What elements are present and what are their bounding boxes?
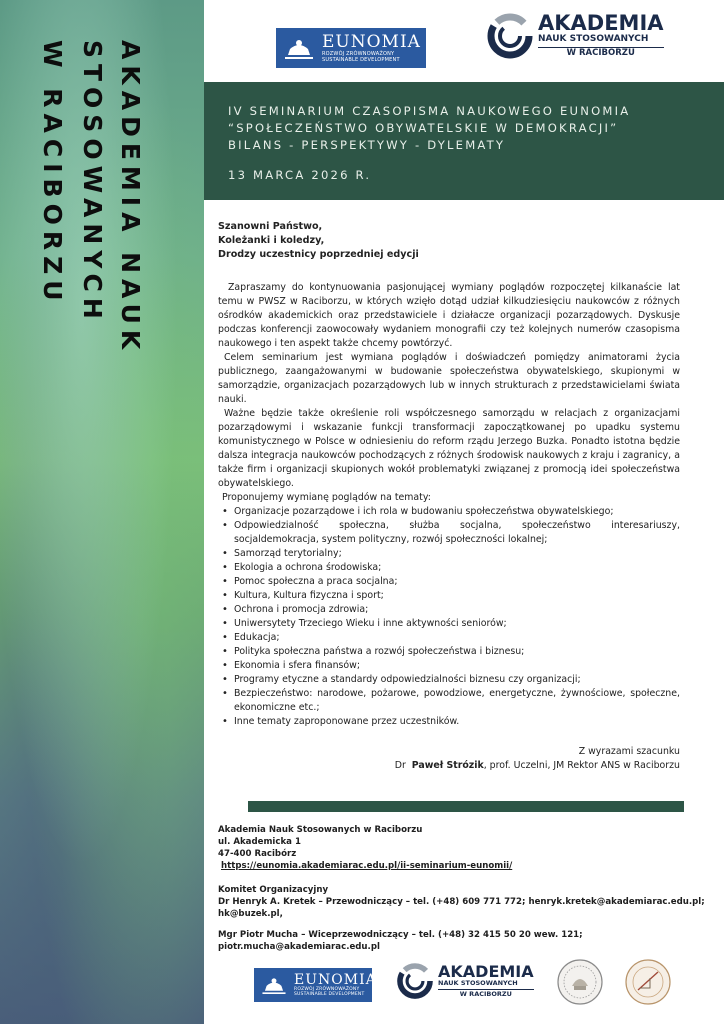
banner-line-2: “SPOŁECZEŃSTWO OBYWATELSKIE W DEMOKRACJI”	[228, 121, 619, 135]
list-item: • Ekologia a ochrona środowiska;	[218, 561, 680, 575]
committee-chair: Dr Henryk A. Kretek – Przewodniczący – tel. (+48) 609 771 772; henryk.kretek@akademiarac.edu.pl;	[218, 897, 705, 907]
ans-ring-icon	[486, 12, 534, 60]
banner-line-3: BILANS - PERSPEKTYWY - DYLEMATY	[228, 138, 506, 152]
greeting-line-1: Szanowni Państwo,	[218, 221, 323, 232]
contact-org: Akademia Nauk Stosowanych w Raciborzu	[218, 825, 423, 835]
eunomia-sub-1: ROZWÓJ ZRÓWNOWAŻONY	[294, 986, 360, 992]
eunomia-sub-2: SUSTAINABLE DEVELOPMENT	[322, 56, 400, 63]
signature-name: Paweł Strózik	[411, 760, 484, 771]
paragraph-2: Celem seminarium jest wymiana poglądów i doświadczeń pomiędzy animatorami życia publicznego, zaangażowanymi w budowanie społeczeństwa obywatelskiego, skupionymi w samorządzie, organizacjach pozarządowych lub w innych strukturach z przedstawicielami świata nauki.	[218, 352, 680, 405]
ans-name-2: NAUK STOSOWANYCH	[538, 34, 649, 45]
list-item: • Samorząd terytorialny;	[218, 547, 680, 561]
ans-logo-bottom	[396, 962, 534, 1000]
list-item: • Organizacje pozarządowe i ich rola w budowaniu społeczeństwa obywatelskiego;	[218, 505, 680, 519]
seminar-link[interactable]: https://eunomia.akademiarac.edu.pl/ii-seminarium-eunomii/	[221, 861, 513, 871]
ans-name-1: AKADEMIA	[438, 961, 534, 981]
list-item: • Programy etyczne a standardy odpowiedzialności biznesu czy organizacji;	[218, 673, 680, 687]
committee-chair-email: hk@buzek.pl,	[218, 909, 283, 919]
list-item: • Odpowiedzialność społeczna, służba socjalna, społeczeństwo interesariuszy, socjaldemokracja, system polityczny, rozwój społeczności lokalnej;	[218, 519, 680, 547]
list-item: • Ochrona i promocja zdrowia;	[218, 603, 680, 617]
signature-prefix: Dr	[394, 760, 406, 771]
sidebar-title	[22, 40, 182, 420]
list-item: • Inne tematy zaproponowane przez uczestników.	[218, 715, 680, 729]
signature-suffix: , prof. Uczelni, JM Rektor ANS w Raciborzu	[483, 760, 680, 771]
signature	[218, 759, 680, 773]
paragraph-3: Ważne będzie także określenie roli współczesnego samorządu w relacjach z organizacjami pozarządowymi i wskazanie funkcji transformacji zapoczątkowanej po upadku systemu komunistycznego w Polsce w odniesieniu do reform rządu Jerzego Buzka. Ponadto istotna będzie dalsza integracja naukowców pochodzących z różnych środowisk naukowych z kraju i zagranicy, a także firm i organizacji skupionych wokół problematyki związanej z promocją idei społeczeństwa obywatelskiego.	[218, 408, 680, 489]
eunomia-sub-2: SUSTAINABLE DEVELOPMENT	[294, 992, 365, 997]
eunomia-logo-bottom	[254, 968, 377, 1002]
eunomia-logo-top	[276, 28, 426, 68]
sidebar-title-line-1: AKADEMIA NAUK	[116, 40, 145, 356]
list-item: • Uniwersytety Trzeciego Wieku i inne aktywności seniorów;	[218, 617, 680, 631]
eunomia-name: EUNOMIA	[294, 971, 377, 988]
sidebar-photo	[0, 0, 204, 1024]
list-item: • Bezpieczeństwo: narodowe, pożarowe, powodziowe, energetyczne, żywnościowe, społeczne, ekonomiczne etc.;	[218, 687, 680, 715]
committee-vice: Mgr Piotr Mucha – Wiceprzewodniczący – tel. (+48) 32 415 50 20 wew. 121; piotr.mucha@akademiarac.edu.pl	[218, 930, 583, 952]
greeting-line-2: Koleżanki i koledzy,	[218, 235, 325, 246]
letter-body	[218, 220, 680, 773]
eunomia-name: EUNOMIA	[322, 31, 421, 52]
list-item: • Pomoc społeczna a praca socjalna;	[218, 575, 680, 589]
greeting-line-3: Drodzy uczestnicy poprzedniej edycji	[218, 249, 419, 260]
topics-list	[218, 505, 680, 729]
eunomia-sub-1: ROZWÓJ ZRÓWNOWAŻONY	[322, 50, 395, 57]
list-item: • Edukacja;	[218, 631, 680, 645]
paragraph-1: Zapraszamy do kontynuowania pasjonującej wymiany poglądów rozpoczętej kilkanaście lat temu w PWSZ w Raciborzu, w których wzięło dotąd udział kilkudziesięciu naukowców z różnych ośrodków akademickich oraz przedstawiciele i działacze organizacji pozarządowych. Dyskusje podczas konferencji zaowocowały wydaniem monografii czy też kolejnych numerów czasopisma naukowego i ten aspekt także chcemy powtórzyć.	[218, 282, 680, 349]
sidebar-title-line-3: W RACIBORZU	[38, 40, 67, 307]
ans-name-1: AKADEMIA	[538, 11, 664, 36]
divider-bar	[248, 801, 684, 812]
footer-logos	[204, 950, 724, 1024]
faculty-seal-icon	[624, 958, 672, 1006]
title-banner	[204, 82, 724, 200]
banner-date: 13 MARCA 2026 R.	[228, 168, 372, 182]
banner-line-1: IV SEMINARIUM CZASOPISMA NAUKOWEGO EUNOMIA	[228, 104, 631, 118]
committee-heading: Komitet Organizacyjny	[218, 885, 329, 895]
list-item: • Polityka społeczna państwa a rozwój społeczeństwa i biznesu;	[218, 645, 680, 659]
contact-city: 47-400 Racibórz	[218, 849, 297, 859]
university-seal-icon	[556, 958, 604, 1006]
contact-street: ul. Akademicka 1	[218, 837, 301, 847]
ans-logo-top	[486, 12, 664, 60]
list-item: • Kultura, Kultura fizyczna i sport;	[218, 589, 680, 603]
eunomia-emblem-icon	[282, 35, 316, 61]
ans-name-3: W RACIBORZU	[538, 47, 664, 59]
sidebar-title-line-2: STOSOWANYCH	[78, 40, 107, 325]
eunomia-emblem-icon	[260, 974, 288, 996]
ans-name-3: W RACIBORZU	[438, 989, 534, 998]
list-item: • Ekonomia i sfera finansów;	[218, 659, 680, 673]
closing: Z wyrazami szacunku	[578, 746, 680, 757]
contact-block	[218, 824, 718, 953]
paragraph-4: Proponujemy wymianę poglądów na tematy:	[222, 492, 431, 503]
ans-name-2: NAUK STOSOWANYCH	[438, 978, 518, 987]
ans-ring-icon	[396, 962, 434, 1000]
